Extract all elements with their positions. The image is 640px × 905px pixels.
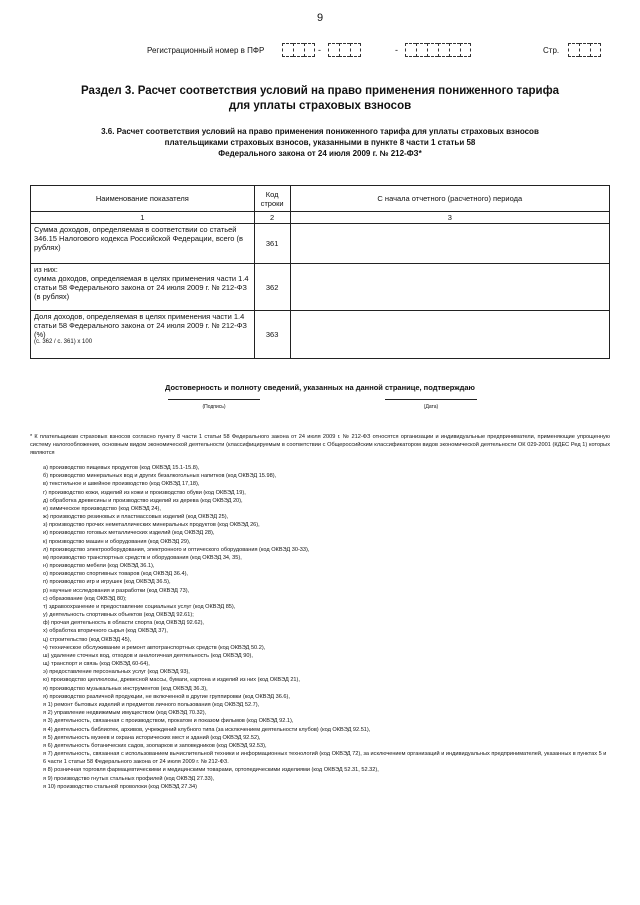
header-indicator-name: Наименование показателя (31, 186, 255, 212)
list-item: д) обработка древесины и производство изделий из дерева (код ОКВЭД 20), (43, 497, 243, 504)
list-item: с) образование (код ОКВЭД 80); (43, 595, 127, 602)
page-cells[interactable] (568, 43, 601, 57)
list-item: я 8) розничная торговля фармацевтическими и медицинскими товарами, ортопедическими изделиями (код ОКВЭД 52.31, 52.32), (43, 767, 379, 774)
list-item: г) производство кожи, изделий из кожи и производство обуви (код ОКВЭД 19), (43, 489, 246, 496)
list-item: ф) прочая деятельность в области спорта (код ОКВЭД 92.62), (43, 620, 204, 627)
reg-cell[interactable] (416, 43, 427, 57)
list-item: ж) производство резиновых и пластмассовых изделий (код ОКВЭД 25), (43, 514, 229, 521)
page-number: 9 (316, 12, 324, 24)
row-label: из них: сумма доходов, определяемая в целях применения части 1.4 статьи 58 Федерального закона от 24 июля 2009 г. № 212-ФЗ (в рублях) (31, 264, 255, 311)
column-number: 2 (254, 212, 290, 224)
list-item: л) производство электрооборудования, электронного и оптического оборудования (код ОКВЭД 30-33), (43, 546, 310, 553)
list-item: я 10) производство стальной проволоки (код ОКВЭД 27.34) (43, 783, 197, 790)
list-item: м) производство транспортных средств и оборудования (код ОКВЭД 34, 35), (43, 554, 242, 561)
list-item: я 2) управление недвижимым имуществом (код ОКВЭД 70.32), (43, 710, 207, 717)
row-label: Сумма доходов, определяемая в соответствии со статьей 346.15 Налогового кодекса Российской Федерации, всего (в рублях) (31, 224, 255, 264)
reg-cells-group-3[interactable] (405, 43, 471, 57)
list-item: н) производство мебели (код ОКВЭД 36.1), (43, 563, 155, 570)
list-item: в) текстильное и швейное производство (код ОКВЭД 17,18), (43, 481, 200, 488)
reg-cell[interactable] (328, 43, 339, 57)
list-item: я 1) ремонт бытовых изделий и предметов личного пользования (код ОКВЭД 52.7), (43, 701, 260, 708)
list-item: р) научные исследования и разработки (код ОКВЭД 73), (43, 587, 190, 594)
reg-cell[interactable] (449, 43, 460, 57)
page-cell[interactable] (568, 43, 579, 57)
list-item: я 6) деятельность ботанических садов, зоопарков и заповедников (код ОКВЭД 92.53), (43, 742, 267, 749)
reg-cell[interactable] (282, 43, 293, 57)
list-item: о) производство спортивных товаров (код ОКВЭД 36.4), (43, 571, 188, 578)
reg-cell[interactable] (438, 43, 449, 57)
footnote: * К плательщикам страховых взносов согласно пункту 8 части 1 статьи 58 Федерального закона от 24 июля 2009 г. № 212-ФЗ относятся организации и индивидуальные предприниматели, применяющие упрощенную систему налогообложения, основным видом экономической деятельности (классифицируемым в соответствии с Общероссийским классификатором видов экономической деятельности ОК 029-2001 (КДЕС Ред 1) которых являются (30, 434, 610, 456)
list-item: щ) транспорт и связь (код ОКВЭД 60-64), (43, 661, 150, 668)
list-item: я 5) деятельность музеев и охрана исторических мест и зданий (код ОКВЭД 92.52), (43, 734, 261, 741)
reg-cells-group-1[interactable] (282, 43, 315, 57)
row-code: 362 (254, 264, 290, 311)
list-item: к) производство машин и оборудования (код ОКВЭД 29), (43, 538, 191, 545)
list-item: б) производство минеральных вод и других безалкогольных напитков (код ОКВЭД 15.98), (43, 473, 277, 480)
table-row (31, 224, 610, 264)
reg-cell[interactable] (304, 43, 315, 57)
list-item: я 9) производство гнутых стальных профилей (код ОКВЭД 27.33), (43, 775, 215, 782)
reg-cell[interactable] (293, 43, 304, 57)
row-label: Доля доходов, определяемая в целях применения части 1.4 статьи 58 Федерального закона от 24 июля 2009 г. № 212-ФЗ (%) (с. 362 / с. 361) х 100 (31, 311, 255, 359)
list-item: у) деятельность спортивных объектов (код ОКВЭД 92.61); (43, 612, 194, 619)
subsection-title: 3.6. Расчет соответствия условий на право применения пониженного тарифа для уплаты страховых взносов плательщиками страховых взносов, указанными в пункте 8 части 1 статьи 58 Федерального закона от 24 июля 2009 г. № 212-ФЗ* (101, 127, 539, 158)
signature-label: (Подпись) (202, 404, 226, 410)
column-number: 1 (31, 212, 255, 224)
reg-cell[interactable] (460, 43, 471, 57)
row-value-cell[interactable] (290, 311, 609, 359)
row-code: 363 (254, 311, 290, 359)
list-item: ш) удаление сточных вод, отходов и аналогичная деятельность (код ОКВЭД 90), (43, 652, 253, 659)
date-line[interactable] (385, 399, 477, 400)
list-item: ц) строительство (код ОКВЭД 45), (43, 636, 132, 643)
list-item: а) производство пищевых продуктов (код ОКВЭД 15.1-15.8), (43, 465, 200, 471)
certification-text: Достоверность и полноту сведений, указанных на данной странице, подтверждаю (165, 383, 475, 392)
row-value-cell[interactable] (290, 224, 609, 264)
reg-cell[interactable] (339, 43, 350, 57)
row-value-cell[interactable] (290, 264, 609, 311)
page-cell[interactable] (579, 43, 590, 57)
list-item: ю) производство целлюлозы, древесной массы, бумаги, картона и изделий из них (код ОКВЭД 21), (43, 677, 300, 684)
list-item: е) химическое производство (код ОКВЭД 24), (43, 505, 161, 512)
section-title: Раздел 3. Расчет соответствия условий на право применения пониженного тарифа для уплаты страховых взносов (80, 85, 560, 112)
header-period: С начала отчетного (расчетного) периода (290, 186, 609, 212)
list-item: я) производство различной продукции, не включенной в другие группировки (код ОКВЭД 36.6), (43, 693, 290, 700)
reg-cells-group-2[interactable] (328, 43, 361, 57)
list-item: я 4) деятельность библиотек, архивов, учреждений клубного типа (за исключением деятельности клубов) (код ОКВЭД 92.51), (43, 726, 371, 733)
calculation-table (30, 185, 610, 359)
page-cell[interactable] (590, 43, 601, 57)
signature-line[interactable] (168, 399, 260, 400)
list-item: т) здравоохранение и предоставление социальных услуг (код ОКВЭД 85), (43, 603, 236, 610)
list-item: э) предоставление персональных услуг (код ОКВЭД 93), (43, 669, 190, 676)
reg-cell[interactable] (350, 43, 361, 57)
list-item: х) обработка вторичного сырья (код ОКВЭД 37), (43, 628, 168, 635)
row-code: 361 (254, 224, 290, 264)
reg-dash: - (395, 45, 398, 55)
list-item: я 3) деятельность, связанная с производством, прокатом и показом фильмов (код ОКВЭД 92.1), (43, 718, 294, 725)
list-item: п) производство игр и игрушек (код ОКВЭД 36.5), (43, 579, 171, 586)
table-row (31, 264, 610, 311)
header-line-code: Код строки (254, 186, 290, 212)
reg-cell[interactable] (405, 43, 416, 57)
list-item: з) производство прочих неметаллических минеральных продуктов (код ОКВЭД 26), (43, 522, 260, 529)
list-item: ч) техническое обслуживание и ремонт автотранспортных средств (код ОКВЭД 50.2), (43, 644, 266, 651)
reg-cell[interactable] (427, 43, 438, 57)
list-item: я 7) деятельность, связанная с использованием вычислительной техники и информационных технологий (код ОКВЭД 72), за исключением организаций и индивидуальных предпринимателей, указанных в пунктах 5 и 6 части 1 статьи 58 Федерального закона от 24 июля 2009 г. № 212-ФЗ. (43, 751, 607, 766)
list-item: я) производство музыкальных инструментов (код ОКВЭД 36.3), (43, 685, 208, 692)
column-number: 3 (290, 212, 609, 224)
reg-dash: - (318, 45, 321, 55)
activities-list (43, 464, 608, 791)
date-label: (Дата) (423, 404, 439, 410)
list-item: и) производство готовых металлических изделий (код ОКВЭД 28), (43, 530, 215, 537)
page-label: Стр. (543, 46, 560, 55)
table-row (31, 311, 610, 359)
reg-number-label: Регистрационный номер в ПФР (147, 46, 265, 55)
